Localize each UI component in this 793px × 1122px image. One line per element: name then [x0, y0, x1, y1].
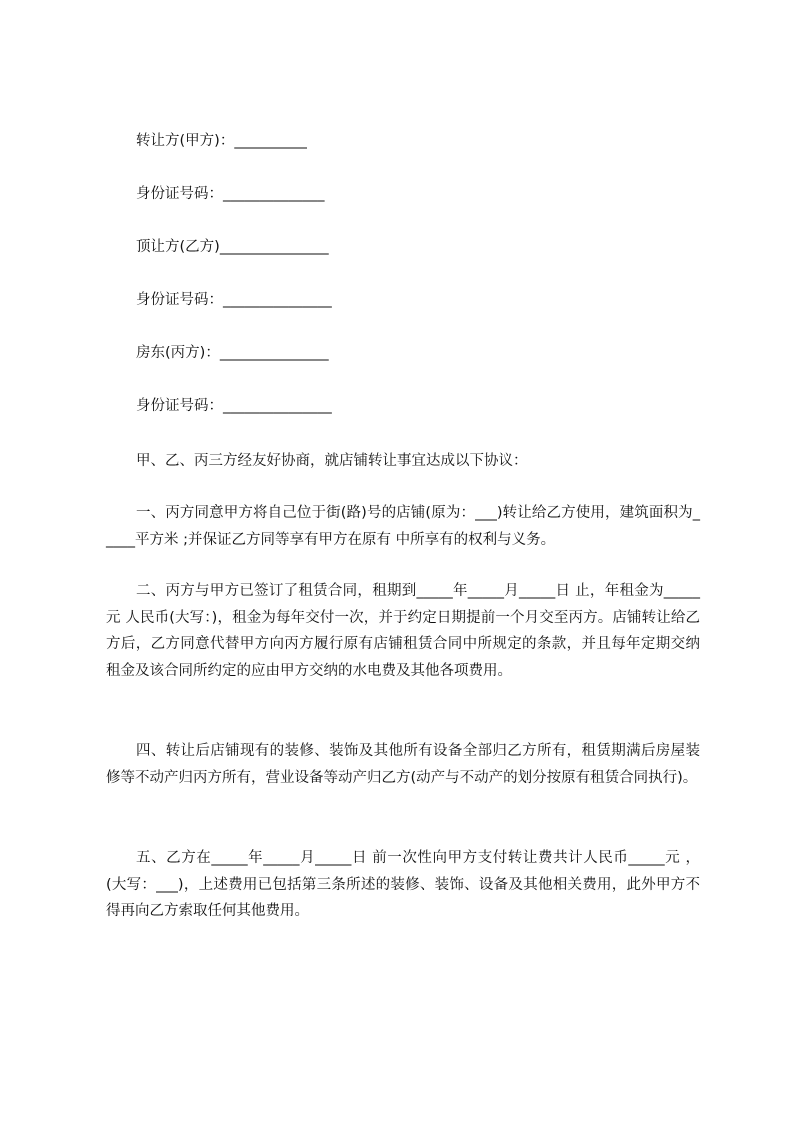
clause-5: 五、乙方在_____年_____月_____日 前一次性向甲方支付转让费共计人民币_____元 ，(大写：___)，上述费用已包括第三条所述的装修、装饰、设备及其他相关费用，此外甲方不得再向乙方索取任何其他费用。 [106, 850, 700, 919]
clause-1: 一、丙方同意甲方将自己位于街(路)号的店铺(原为：___)转让给乙方使用，建筑面积为_____平方米 ;并保证乙方同等享有甲方在原有 中所享有的权利与义务。 [106, 505, 700, 548]
landlord-id-line: 身份证号码：_______________ [136, 398, 332, 414]
transferor-id-line: 身份证号码：______________ [136, 186, 325, 202]
transferee-line: 顶让方(乙方)_______________ [136, 239, 329, 255]
transferor-line: 转让方(甲方)：__________ [136, 133, 307, 149]
clause-4: 四、转让后店铺现有的装修、装饰及其他所有设备全部归乙方所有，租赁期满后房屋装修等不动产归丙方所有，营业设备等动产归乙方(动产与不动产的划分按原有租赁合同执行)。 [106, 743, 700, 786]
landlord-line: 房东(丙方)：_______________ [136, 345, 329, 361]
clause-2: 二、丙方与甲方已签订了租赁合同，租期到_____年_____月_____日 止，年租金为_____元 人民币(大写：)，租金为每年交付一次，并于约定日期提前一个月交至丙方。店铺转让给乙方后，乙方同意代替甲方向丙方履行原有店铺租赁合同中所规定的条款，并且每年定期交纳租金及该合同所约定的应由甲方交纳的水电费及其他各项费用。 [106, 583, 700, 679]
agreement-intro: 甲、乙、丙三方经友好协商，就店铺转让事宜达成以下协议： [136, 453, 528, 469]
transferee-id-line: 身份证号码：_______________ [136, 292, 332, 308]
